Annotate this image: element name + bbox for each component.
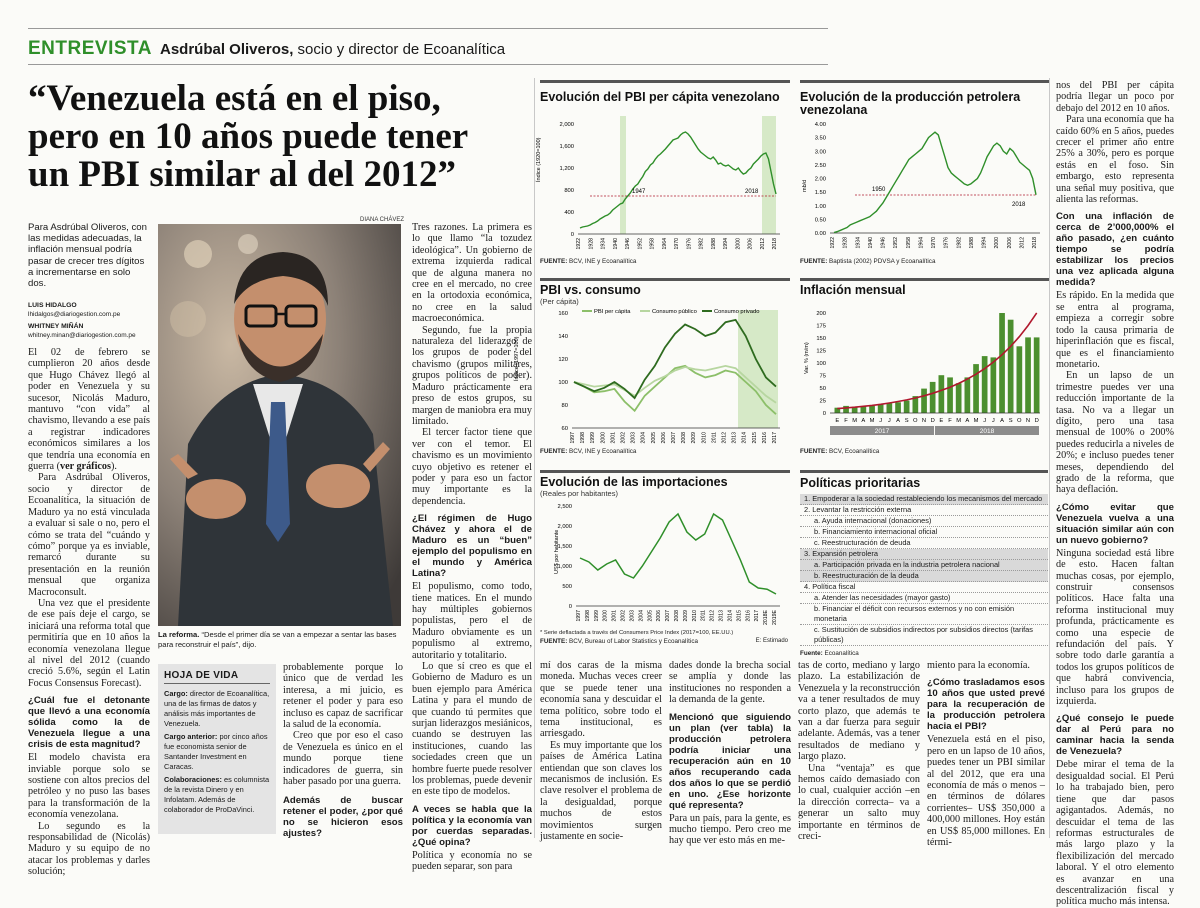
chart-top-rule — [540, 80, 790, 83]
x-tick-label: 2014 — [727, 610, 734, 622]
x-tick-label: 2016 — [761, 432, 768, 444]
chart-estimado: E: Estimado — [755, 638, 788, 644]
month-label: M — [973, 418, 979, 424]
chart-produccion-petrolera — [800, 80, 1050, 270]
bar-N — [921, 389, 927, 413]
y-tick-label: 3.00 — [814, 149, 826, 156]
x-tick-label: 1988 — [710, 238, 717, 250]
month-label: D — [930, 418, 935, 424]
column-6 — [798, 660, 920, 843]
x-tick-label: 1958 — [649, 238, 656, 250]
cv-cargo: Cargo: director de Ecoanalítica, una de las firmas de datos y análisis más importantes de Venezuela. — [164, 689, 270, 728]
chart-top-rule — [540, 278, 790, 281]
caption-text: “Desde el primer día se van a empezar a sentar las bases para reconstruir el país”, dijo. — [158, 630, 397, 649]
month-label: J — [879, 418, 883, 424]
x-tick-label: 1922 — [830, 237, 836, 249]
y-axis-label: Índice (1920=100) — [536, 137, 542, 182]
bar-S — [1008, 320, 1014, 413]
column-1 — [28, 347, 150, 878]
shade-band — [762, 116, 776, 234]
legend-consumo-privado: Consumo privado — [714, 309, 760, 315]
x-tick-label: 2017 — [754, 610, 761, 622]
chart-title: Inflación mensual — [800, 283, 906, 297]
x-tick-label: 2016 — [745, 610, 752, 622]
column-2 — [283, 662, 403, 841]
paragraph: Una “ventaja” es que hemos caído demasiado con lo cual, cualquier acción –en la dirección correcta– va a generar un salto muy importante en términos de creci- — [798, 762, 920, 843]
column-5 — [669, 660, 791, 847]
x-tick-label: 2002 — [620, 610, 627, 622]
y-tick-label: 0.50 — [814, 217, 826, 224]
month-label: A — [1000, 418, 1004, 424]
y-tick-label: 1,500 — [557, 544, 572, 550]
y-tick-label: 125 — [816, 348, 826, 355]
photo-caption — [158, 630, 408, 650]
y-axis-label: mb/d — [802, 179, 808, 192]
y-axis-label: Var. % (m/m) — [804, 342, 810, 374]
chart-svg — [800, 298, 1050, 458]
x-tick-label: 2004 — [640, 432, 647, 444]
column-4 — [540, 660, 662, 843]
x-tick-label: 2013 — [731, 432, 738, 444]
paragraph: Es rápido. En la medida que se entra al programa, empieza a corregir sobre todo la causa primaria de hiperinflación que es fiscal, que es el financiamiento monetario. — [1056, 290, 1174, 370]
x-tick-label: 2009 — [691, 432, 698, 444]
x-tick-label: 2011 — [700, 610, 707, 622]
policy-row: 4. Política fiscal — [800, 582, 1048, 593]
y-tick-label: 2,000 — [557, 524, 572, 530]
x-tick-label: 2000 — [735, 238, 742, 250]
y-tick-label: 2.50 — [814, 162, 826, 169]
y-tick-label: 500 — [562, 584, 572, 590]
question: Con una inflación de cerca de 2’000,000% el año pasado, ¿en cuánto tiempo se podría estabilizar los precios una vez aplicada alguna medida? — [1056, 211, 1174, 289]
interview-subject — [160, 41, 505, 58]
y-tick-label: 0.00 — [814, 231, 826, 237]
question: ¿Cómo evitar que Venezuela vuelva a una situación similar aún con un nuevo gobierno? — [1056, 501, 1174, 546]
x-tick-label: 2000 — [600, 432, 607, 444]
y-tick-label: 3.50 — [814, 135, 826, 142]
chart-svg — [800, 118, 1050, 258]
bar-A — [965, 377, 971, 413]
caption-lead: La reforma. — [158, 630, 200, 639]
x-tick-label: 2012 — [759, 238, 766, 250]
x-tick-label: 2012 — [1019, 237, 1026, 249]
chart-top-rule — [800, 278, 1050, 281]
paragraph: Una vez que el presidente de ese país deje el cargo, se iniciará una reforma total que permitiría que en 10 años la economía venezolana llegue al nivel del 2012 (cuando creció 5.6%, según el Latin Focus Consensus Forecast). — [28, 597, 150, 689]
x-tick-label: 2003 — [629, 610, 636, 622]
x-tick-label: 1976 — [686, 238, 693, 250]
table-politicas-prioritarias — [800, 470, 1048, 657]
x-tick-label: 2017 — [772, 432, 778, 444]
header-rule — [28, 64, 828, 65]
headline-line: pero en 10 años puede tener — [28, 116, 469, 157]
x-tick-label: 1964 — [918, 237, 925, 249]
series-line — [834, 132, 1036, 232]
paragraph: Tres razones. La primera es lo que llamo “la tozudez ideológica”. Un gobierno de extrema izquierda radical que de alguna manera no cree en el mercado, no cree en la ortodoxia económica, no cree en la salud macroeconómica. — [412, 222, 532, 325]
x-tick-label: 1999 — [590, 432, 597, 444]
bar-E — [939, 375, 945, 413]
policy-row: 3. Expansión petrolera — [800, 549, 1048, 560]
x-tick-label: 2001 — [611, 610, 618, 622]
y-tick-label: 25 — [819, 398, 826, 405]
chart-pbi-per-capita — [536, 80, 790, 270]
x-tick-label: 2015 — [736, 610, 743, 622]
x-tick-label: 1970 — [931, 237, 937, 249]
paragraph: El tercer factor tiene que ver con el temor. El chavismo es un movimiento cuyo objetivo es retener el poder y para eso un factor muy importante es la dependencia. — [412, 427, 532, 507]
subject-name: Asdrúbal Oliveros, — [160, 41, 294, 58]
question: Además de buscar retener el poder, ¿por qué no se hicieron esos ajustes? — [283, 795, 403, 840]
x-tick-label: 1970 — [674, 238, 680, 250]
chart-footnote: * Serie deflactada a través del Consumers Price Index (2017=100, EE.UU.) — [540, 630, 734, 636]
x-tick-label: 1940 — [612, 238, 619, 250]
policy-row: a. Ayuda internacional (donaciones) — [800, 516, 1048, 527]
y-tick-label: 150 — [816, 336, 826, 342]
x-tick-label: 2012 — [721, 432, 728, 444]
bar-O — [1017, 346, 1023, 413]
chart-title: PBI vs. consumo — [540, 283, 641, 297]
x-tick-label: 2012 — [709, 610, 716, 622]
x-tick-label: 2000 — [602, 610, 609, 622]
x-tick-label: 1998 — [580, 432, 587, 444]
month-label: F — [948, 418, 952, 424]
bar-J — [982, 356, 988, 413]
box-rule — [164, 683, 270, 684]
bar-A — [895, 402, 901, 413]
policy-row: b. Financiar el déficit con recursos externos y no con emisión monetaria — [800, 604, 1048, 625]
x-tick-label: 1982 — [698, 238, 705, 250]
y-tick-label: 75 — [819, 373, 826, 380]
x-tick-label: 1997 — [576, 610, 582, 622]
chart-svg — [536, 106, 790, 256]
y-tick-label: 50 — [819, 386, 826, 392]
policy-row: b. Financiamiento internacional oficial — [800, 527, 1048, 538]
y-tick-label: 400 — [564, 210, 574, 216]
chart-title: Evolución de la producción petrolera venezolana — [800, 90, 1021, 117]
month-label: J — [887, 418, 891, 424]
policy-row: a. Atender las necesidades (mayor gasto) — [800, 593, 1048, 604]
x-tick-label: 1952 — [893, 237, 900, 249]
byline-email: lhidalgos@diariogestion.com.pe — [28, 310, 121, 318]
x-tick-label: 2002 — [620, 432, 627, 444]
question: ¿Cómo trasladamos esos 10 años que usted prevé para la recuperación de la producción petrolera hacia el PBI? — [927, 677, 1045, 733]
lede: Para Asdrúbal Oliveros, con las medidas adecuadas, la inflación mensual podría pasar de crecer tres dígitos a incrementarse en solo dos. — [28, 222, 147, 290]
x-tick-label: 2013 — [718, 610, 725, 622]
y-tick-label: 2,000 — [559, 122, 574, 128]
y-axis-label: US$ por habitante — [554, 529, 560, 574]
policy-row: a. Participación privada en la industria petrolera nacional — [800, 560, 1048, 571]
x-tick-label: 2003 — [630, 432, 637, 444]
portrait-illustration — [158, 224, 401, 626]
month-label: N — [1025, 418, 1031, 424]
paragraph: Debe mirar el tema de la desigualdad social. El Perú lo ha trabajado bien, pero tiene que dar pasos agigantados. Además, no descuidar el tema de las reformas estructurales de más largo plazo y la flexibilización del mercado laboral. Y el otro elemento es avanzar en una descentralización fiscal y política mucho más intensa. — [1056, 759, 1174, 908]
cv-anterior: Cargo anterior: por cinco años fue economista senior de Santander Investment en Caracas. — [164, 732, 268, 771]
month-label: F — [844, 418, 848, 424]
byline-name: LUIS HIDALGO — [28, 302, 77, 309]
y-tick-label: 100 — [558, 380, 568, 386]
headline-line: “Venezuela está en el piso, — [28, 78, 441, 119]
cv-colaboraciones: Colaboraciones: es columnista de la revista Dinero y en Infolatam. Además de colaborador de ProDaVinci. — [164, 775, 270, 814]
bar-D — [930, 382, 936, 413]
month-label: S — [1008, 418, 1013, 424]
bylines — [28, 302, 153, 340]
byline-name: WHITNEY MIÑÁN — [28, 323, 84, 330]
y-tick-label: 1.00 — [814, 203, 826, 210]
paragraph: dades donde la brecha social se amplía y donde las instituciones no responden a la demanda de la gente. — [669, 660, 791, 706]
column-3 — [412, 222, 532, 873]
paragraph: nos del PBI per cápita podría llegar un poco por debajo del 2012 en 10 años. — [1056, 80, 1174, 114]
paragraph: Para un país, para la gente, es mucho tiempo. Pero creo me hay que ver esto más en me- — [669, 812, 791, 847]
chart-title: Evolución del PBI per cápita venezolano — [540, 90, 780, 104]
month-label: E — [835, 418, 840, 424]
bar-M — [956, 383, 962, 413]
policy-list — [800, 494, 1048, 646]
y-tick-label: 200 — [816, 311, 826, 317]
x-tick-label: 2011 — [711, 432, 718, 444]
x-tick-label: 2009 — [682, 610, 689, 622]
month-label: O — [913, 418, 918, 424]
chart-title: Evolución de las importaciones — [540, 475, 728, 489]
legend — [582, 309, 759, 315]
chart-pbi-vs-consumo — [514, 278, 790, 458]
x-tick-label: 2018 — [772, 238, 778, 250]
policy-row: c. Reestructuración de deuda — [800, 538, 1048, 549]
chart-importaciones — [540, 470, 790, 652]
x-tick-label: 1998 — [584, 610, 591, 622]
chart-top-rule — [540, 470, 790, 473]
x-tick-label: 1982 — [956, 237, 963, 249]
x-tick-label: 2005 — [647, 610, 654, 622]
x-tick-label: 1976 — [943, 237, 950, 249]
x-tick-label: 1994 — [723, 238, 729, 250]
month-label: J — [991, 418, 995, 424]
paragraph: Ninguna sociedad está libre de esto. Hacen faltan muchas cosas, por ejemplo, construir consensos políticos. Hace falta una reforma institucional muy profunda, prácticamente es como una especie de refundación del país. Y sobre todo darle garantía a todos los grupos políticos de que habrá convivencia, incluso para los grupos de izquierda. — [1056, 547, 1174, 708]
month-label: J — [983, 418, 987, 424]
month-label: E — [939, 418, 944, 424]
x-tick-label: 2004 — [638, 610, 645, 622]
bar-J — [991, 357, 997, 413]
paragraph: El 02 de febrero se cumplieron 20 años desde que Hugo Chávez llegó al poder en Venezuela y su sucesor, Nicolás Maduro, mantuvo “con vida” al chavismo, llevando a ese país a registrar indicadores económicos similares a los que tendría una economía en guerra (ver gráficos). — [28, 347, 150, 473]
x-tick-label: 1934 — [600, 238, 607, 250]
month-label: D — [1034, 418, 1039, 424]
series-line — [580, 514, 776, 594]
y-tick-label: 100 — [816, 361, 826, 367]
paragraph: Segundo, fue la propia naturaleza del liderazgo de los grupos de poder del chavismo (grupos militares, grupos políticos de poder). Maduro prácticamente era preso de estos grupos, su margen de maniobra era muy limitado. — [412, 324, 532, 427]
y-tick-label: 800 — [564, 188, 574, 194]
question: ¿Qué consejo le puede dar al Perú para no caminar hacia la senda de Venezuela? — [1056, 713, 1174, 758]
x-tick-label: 2006 — [660, 432, 667, 444]
question: ¿El régimen de Hugo Chávez y ahora el de Maduro es un “buen” ejemplo del populismo en el mundo y América Latina? — [412, 513, 532, 580]
headline — [28, 80, 538, 194]
bar-M — [973, 364, 979, 413]
month-label: M — [852, 418, 858, 424]
y-tick-label: 2.00 — [814, 176, 826, 183]
y-tick-label: 1.50 — [814, 190, 826, 197]
month-label: A — [896, 418, 900, 424]
policy-row: c. Sustitución de subsidios indirectos por subsidios directos (tarifas públicas) — [800, 625, 1048, 646]
column-7 — [927, 660, 1045, 848]
y-tick-label: 4.00 — [814, 122, 826, 128]
y-tick-label: 0 — [568, 604, 572, 610]
y-tick-label: 175 — [816, 323, 826, 330]
paragraph: Lo que sí creo es que el Gobierno de Maduro es un buen ejemplo para América Latina y para el mundo de que cuando tú permites que surjan liderazgos mesiánicos, cuando se destruyen las instituciones, cuando las sociedades creen que un hombre fuerte puede resolver los problemas, puede devenir en este tipo de modelos. — [412, 661, 532, 798]
trend-line — [837, 313, 1036, 409]
y-tick-label: 0 — [570, 232, 574, 238]
bar-S — [904, 401, 910, 413]
chart-svg — [540, 498, 790, 633]
paragraph: miento para la economía. — [927, 660, 1030, 671]
paragraph: Lo segundo es la responsabilidad de (Nicolás) Maduro y su equipo de no atacar los problemas y darles solución; — [28, 820, 150, 878]
policy-row: b. Reestructuración de la deuda — [800, 571, 1048, 582]
y-tick-label: 120 — [558, 357, 568, 363]
chart-svg — [514, 305, 790, 450]
policy-row: 1. Empoderar a la sociedad restableciendo los mecanismos del mercado — [800, 494, 1048, 505]
paragraph: En un lapso de un trimestre puedes ver una reducción importante de la tasa. No va a llegar un dígito, pero una tasa mensual de 100% o 200% puedes reducirla a niveles de 20%; e incluso puedes tener meses, dependiendo del grado de la reforma, que haya deflación. — [1056, 370, 1174, 496]
bar-F — [947, 377, 953, 413]
x-tick-label: 2008 — [674, 610, 680, 622]
x-tick-label: 2006 — [1006, 237, 1013, 249]
paragraph: Para una economía que ha caído 60% en 5 años, puedes crecer el primer año entre 25% a 30%, pero es porque estás en el foso. Sin embargo, esto representa una señal muy positiva, que alienta las reformas. — [1056, 114, 1174, 206]
chart-top-rule — [800, 80, 1050, 83]
hoja-de-vida-box — [158, 664, 276, 834]
headline-line: un PBI similar al del 2012” — [28, 154, 456, 195]
x-tick-label: 2019E — [772, 610, 778, 626]
paragraph: mí dos caras de la misma moneda. Muchas veces creer que se puede tener una economía sana y descuidar el tema político, sobre todo el tema institucional, es arriesgado. — [540, 660, 662, 740]
y-tick-label: 0 — [822, 411, 826, 417]
x-tick-label: 1928 — [588, 238, 595, 250]
paragraph: Venezuela está en el piso, pero en un lapso de 10 años, puedes tener un PBI similar al del 2012, que era una economía de más o menos –en términos de dólares corrientes– US$ 350,000 a 400,000 millones. Hoy están en US$ 85,000 millones. En térmi- — [927, 734, 1045, 849]
column-rule — [534, 78, 535, 838]
annotation-1950: 1950 — [872, 187, 886, 193]
month-label: S — [904, 418, 909, 424]
year-label: 2017 — [874, 428, 890, 435]
chart-source: FUENTE: Baptista (2002) PDVSA y Ecoanalítica — [800, 258, 936, 265]
chart-source: FUENTE: BCV, Bureau of Labor Statistics y Ecoanalítica — [540, 638, 698, 645]
chart-source: FUENTE: BCV, INE y Ecoanalítica — [540, 448, 637, 455]
x-tick-label: 2015 — [751, 432, 758, 444]
y-tick-label: 60 — [561, 426, 568, 432]
x-tick-label: 1958 — [905, 237, 912, 249]
month-label: N — [921, 418, 927, 424]
y-tick-label: 1,200 — [559, 166, 574, 172]
month-label: A — [965, 418, 970, 424]
byline-email: whitney.minan@diariogestion.com.pe — [28, 331, 136, 339]
policy-row: 2. Levantar la restricción externa — [800, 505, 1048, 516]
y-tick-label: 2,500 — [557, 504, 572, 510]
x-tick-label: 2010 — [701, 432, 708, 444]
chart-subtitle: (Per cápita) — [540, 297, 579, 306]
month-label: O — [1017, 418, 1022, 424]
bar-A — [999, 313, 1005, 413]
x-tick-label: 1999 — [593, 610, 600, 622]
x-tick-label: 2007 — [671, 432, 677, 444]
x-tick-label: 1952 — [637, 238, 644, 250]
bar-N — [1025, 337, 1031, 413]
x-tick-label: 1964 — [661, 238, 668, 250]
column-8 — [1056, 80, 1174, 908]
bar-J — [878, 404, 884, 413]
x-tick-label: 1946 — [880, 237, 887, 249]
paragraph: Política y economía no se pueden separar, son para — [412, 849, 532, 873]
section-label: ENTREVISTA — [28, 38, 152, 59]
box-title: HOJA DE VIDA — [164, 670, 239, 681]
x-tick-label: 2006 — [656, 610, 663, 622]
chart-source: Fuente: Ecoanalítica — [800, 650, 859, 657]
y-tick-label: 1,600 — [559, 144, 574, 150]
chart-top-rule — [800, 470, 1048, 473]
x-tick-label: 2005 — [650, 432, 657, 444]
x-tick-label: 2018E — [763, 610, 770, 626]
x-tick-label: 2007 — [665, 610, 672, 622]
x-tick-label: 1988 — [968, 237, 975, 249]
chart-source: FUENTE: BCV, INE y Ecoanalítica — [540, 258, 637, 265]
month-label: A — [861, 418, 866, 424]
photo-credit: DIANA CHÁVEZ — [360, 217, 405, 223]
top-rule — [28, 28, 828, 29]
year-label: 2018 — [979, 428, 995, 435]
x-tick-label: 2008 — [681, 432, 688, 444]
chart-inflacion-mensual — [800, 278, 1050, 458]
paragraph: El modelo chavista era inviable porque solo se sostiene con altos precios del petróleo y no puso las bases para la transformación de la economía venezolana. — [28, 752, 150, 821]
subject-role: socio y director de Ecoanalítica — [293, 41, 506, 58]
x-tick-label: 2014 — [741, 432, 748, 444]
bar-D — [1034, 337, 1040, 413]
paragraph: Es muy importante que los países de América Latina entiendan que son claves los mecanismos de inclusión. Es clave resolver el problema de la desigualdad, porque muchos de estos movimientos surgen justamente en socie- — [540, 739, 662, 843]
shade-band — [620, 116, 626, 234]
annotation-2018: 2018 — [745, 189, 759, 195]
y-tick-label: 1,000 — [557, 564, 572, 570]
x-tick-label: 1922 — [576, 238, 582, 250]
legend-pbi: PBI per cápita — [594, 309, 631, 315]
month-label: M — [869, 418, 875, 424]
chart-title: Políticas prioritarias — [800, 476, 921, 490]
x-tick-label: 1934 — [855, 237, 862, 249]
paragraph: Para Asdrúbal Oliveros, socio y director de Ecoanalítica, la situación de Maduro ya no está vinculada a evaluar si sale o no, pero el cómo se trata del “cuándo y cómo” porque ya es inviable, remarcó durante su presentación en la reunión mensual que organiza Macroconsult. — [28, 472, 150, 598]
column-rule — [1049, 78, 1050, 838]
paragraph: tas de corto, mediano y largo plazo. La estabilización de Venezuela y la reconstrucción va a tener resultados de muy corto plazo, que además te van a dar fuerza para seguir adelante. Además, vas a tener resultados de mediano y largo plazo. — [798, 660, 920, 763]
annotation-2018: 2018 — [1012, 202, 1026, 208]
y-tick-label: 80 — [561, 403, 568, 409]
y-tick-label: 140 — [558, 334, 568, 340]
annotation-1947: 1947 — [632, 189, 646, 195]
question: Mencionó que siguiendo un plan (ver tabla) la producción petrolera podría iniciar una recuperación aún en 10 años recuperando cada dos años lo que se perdió en uno. ¿Ese horizonte qué representa? — [669, 711, 791, 811]
bar-M — [869, 406, 875, 413]
question: ¿Cuál fue el detonante que llevó a una economía sólida como la de Venezuela llegue a una crisis de esta magnitud? — [28, 695, 150, 751]
chart-source: FUENTE: BCV, Ecoanalítica — [800, 448, 880, 455]
x-tick-label: 1940 — [867, 237, 874, 249]
x-tick-label: 2001 — [610, 432, 617, 444]
y-tick-label: 160 — [558, 311, 568, 317]
paragraph: El populismo, como todo, tiene matices. En el mundo hay múltiples gobiernos populistas, pero el de Maduro obviamente es un populismo al extremo, autoritario y totalitario. — [412, 581, 532, 661]
question: A veces se habla que la política y la economía van por cuerdas separadas. ¿Qué opina? — [412, 803, 532, 848]
x-tick-label: 1997 — [570, 432, 576, 444]
series-line — [580, 132, 776, 228]
paragraph: Creo que por eso el caso de Venezuela es único en el mundo porque tiene indicadores de guerra, sin haber pasado por una guerra. — [283, 730, 403, 788]
month-label: M — [956, 418, 962, 424]
paragraph: probablemente porque lo único que de verdad les interesa, a mi juicio, es retener el poder y para eso incluso es capaz de sacrificar la salud de la economía. — [283, 662, 403, 731]
y-axis-label: Índice (1997=100) — [514, 336, 520, 381]
legend-consumo-publico: Consumo público — [652, 309, 697, 315]
x-tick-label: 1994 — [981, 237, 988, 249]
chart-subtitle: (Reales por habitantes) — [540, 489, 618, 498]
x-tick-label: 2006 — [747, 238, 754, 250]
x-tick-label: 2018 — [1032, 237, 1038, 249]
x-tick-label: 1928 — [842, 237, 849, 249]
x-tick-label: 2000 — [994, 237, 1001, 249]
interview-photo — [158, 224, 401, 626]
x-tick-label: 2010 — [691, 610, 698, 622]
x-tick-label: 1946 — [625, 238, 631, 250]
bar-J — [887, 403, 893, 413]
